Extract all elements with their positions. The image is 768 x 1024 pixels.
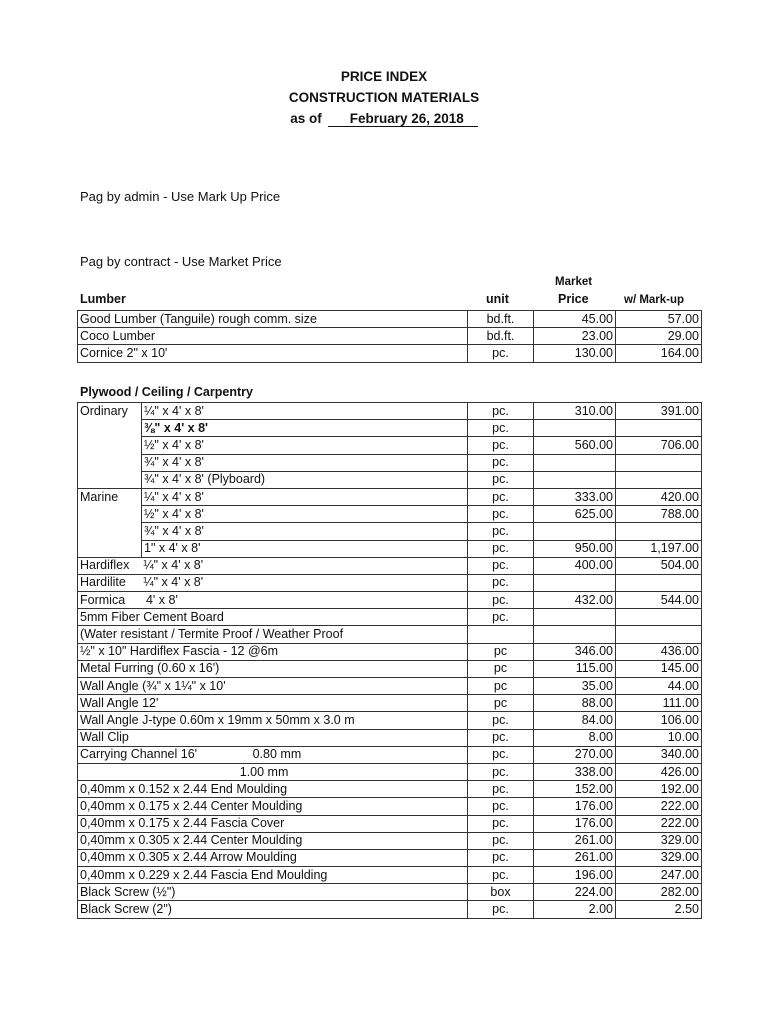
market-price-cell: 432.00 <box>534 592 616 609</box>
item-row <box>78 746 702 763</box>
lumber-heading: Lumber <box>80 292 126 306</box>
markup-price-cell: 544.00 <box>616 592 702 609</box>
item-cell: Cornice 2" x 10' <box>78 345 468 362</box>
market-price-cell: 261.00 <box>534 832 616 849</box>
markup-price-cell: 426.00 <box>616 763 702 780</box>
unit-cell: pc. <box>468 488 534 505</box>
plywood-row <box>78 488 702 505</box>
markup-price-cell <box>616 454 702 471</box>
market-price-cell: 625.00 <box>534 506 616 523</box>
plywood-row <box>78 454 702 471</box>
item-cell: Formica 4' x 8' <box>78 592 468 609</box>
item-cell: 0,40mm x 0.305 x 2.44 Center Moulding <box>78 832 468 849</box>
market-price-cell <box>534 454 616 471</box>
market-price-cell: 84.00 <box>534 712 616 729</box>
unit-cell: pc. <box>468 403 534 420</box>
markup-price-cell <box>616 626 702 643</box>
market-price-cell <box>534 574 616 591</box>
note-contract: Pag by contract - Use Market Price <box>80 254 282 269</box>
market-price-cell <box>534 609 616 626</box>
plywood-row <box>78 540 702 557</box>
size-cell: ¾" x 4' x 8' <box>142 454 468 471</box>
unit-cell: box <box>468 884 534 901</box>
unit-cell: pc. <box>468 867 534 884</box>
item-cell: Coco Lumber <box>78 328 468 345</box>
markup-price-cell: 1,197.00 <box>616 540 702 557</box>
markup-price-cell: 111.00 <box>616 695 702 712</box>
as-of-label: as of <box>290 111 322 126</box>
item-row <box>78 712 702 729</box>
unit-cell: pc. <box>468 746 534 763</box>
unit-cell: pc. <box>468 592 534 609</box>
plywood-row <box>78 437 702 454</box>
unit-cell: pc. <box>468 901 534 918</box>
market-price-cell: 115.00 <box>534 660 616 677</box>
market-price-cell: 270.00 <box>534 746 616 763</box>
unit-cell: pc. <box>468 781 534 798</box>
plywood-table <box>77 402 702 919</box>
unit-cell: pc. <box>468 729 534 746</box>
group-spacer <box>78 420 142 437</box>
unit-cell: pc <box>468 678 534 695</box>
markup-price-cell <box>616 609 702 626</box>
markup-price-cell: 192.00 <box>616 781 702 798</box>
item-cell: 0,40mm x 0.175 x 2.44 Fascia Cover <box>78 815 468 832</box>
markup-price-cell: 436.00 <box>616 643 702 660</box>
markup-price-cell: 29.00 <box>616 328 702 345</box>
size-cell: ¼" x 4' x 8' <box>142 488 468 505</box>
unit-cell: bd.ft. <box>468 328 534 345</box>
unit-cell <box>468 626 534 643</box>
unit-cell: pc. <box>468 763 534 780</box>
market-price-cell <box>534 523 616 540</box>
size-cell: ½" x 4' x 8' <box>142 506 468 523</box>
unit-cell: pc. <box>468 471 534 488</box>
group-ordinary-label: Ordinary <box>78 403 142 420</box>
market-price-cell: 2.00 <box>534 901 616 918</box>
item-row <box>78 609 702 626</box>
markup-price-cell: 106.00 <box>616 712 702 729</box>
markup-price-cell: 44.00 <box>616 678 702 695</box>
page-subtitle: CONSTRUCTION MATERIALS <box>288 90 480 105</box>
note-admin: Pag by admin - Use Mark Up Price <box>80 189 281 204</box>
item-cell: 0,40mm x 0.175 x 2.44 Center Moulding <box>78 798 468 815</box>
unit-cell: pc. <box>468 506 534 523</box>
item-row <box>78 763 702 780</box>
market-price-cell: 338.00 <box>534 763 616 780</box>
item-cell: Black Screw (2") <box>78 901 468 918</box>
markup-price-cell: 282.00 <box>616 884 702 901</box>
markup-price-cell: 222.00 <box>616 815 702 832</box>
unit-cell: pc. <box>468 454 534 471</box>
markup-price-cell: 420.00 <box>616 488 702 505</box>
market-price-cell: 176.00 <box>534 798 616 815</box>
markup-price-cell: 706.00 <box>616 437 702 454</box>
lumber-row <box>78 328 702 345</box>
markup-price-cell: 329.00 <box>616 832 702 849</box>
item-cell: ½" x 10" Hardiflex Fascia - 12 @6m <box>78 643 468 660</box>
item-row <box>78 592 702 609</box>
item-row <box>78 867 702 884</box>
plywood-row <box>78 506 702 523</box>
group-spacer <box>78 471 142 488</box>
item-row <box>78 815 702 832</box>
market-price-cell: 8.00 <box>534 729 616 746</box>
market-price-cell: 88.00 <box>534 695 616 712</box>
unit-cell: pc. <box>468 798 534 815</box>
plywood-row <box>78 403 702 420</box>
item-cell: Carrying Channel 16' 0.80 mm <box>78 746 468 763</box>
item-row <box>78 557 702 574</box>
market-price-cell: 45.00 <box>534 311 616 328</box>
size-cell: ¾" x 4' x 8' (Plyboard) <box>142 471 468 488</box>
group-spacer <box>78 540 142 557</box>
as-of-line <box>0 111 768 127</box>
item-row <box>78 643 702 660</box>
lumber-table <box>77 310 702 363</box>
item-row <box>78 678 702 695</box>
unit-cell: pc. <box>468 540 534 557</box>
group-spacer <box>78 437 142 454</box>
item-cell: Hardilite ¼" x 4' x 8' <box>78 574 468 591</box>
item-cell: Hardiflex ¼" x 4' x 8' <box>78 557 468 574</box>
market-price-cell <box>534 420 616 437</box>
group-spacer <box>78 523 142 540</box>
market-price-cell <box>534 471 616 488</box>
item-cell: 0,40mm x 0.305 x 2.44 Arrow Moulding <box>78 849 468 866</box>
unit-cell: pc <box>468 695 534 712</box>
unit-cell: pc <box>468 660 534 677</box>
item-cell: Wall Clip <box>78 729 468 746</box>
lumber-row <box>78 311 702 328</box>
section-plywood-title: Plywood / Ceiling / Carpentry <box>80 385 253 399</box>
size-cell: ¾" x 4' x 8' <box>142 523 468 540</box>
size-cell: ½" x 4' x 8' <box>142 437 468 454</box>
market-price-cell: 35.00 <box>534 678 616 695</box>
unit-cell: pc. <box>468 712 534 729</box>
market-price-cell: 950.00 <box>534 540 616 557</box>
market-price-cell: 560.00 <box>534 437 616 454</box>
plywood-row <box>78 523 702 540</box>
unit-cell: pc. <box>468 523 534 540</box>
item-cell: Wall Angle 12' <box>78 695 468 712</box>
market-heading-top: Market <box>555 276 593 288</box>
unit-cell: bd.ft. <box>468 311 534 328</box>
unit-cell: pc. <box>468 832 534 849</box>
market-price-cell: 23.00 <box>534 328 616 345</box>
size-cell: 1" x 4' x 8' <box>142 540 468 557</box>
markup-price-cell: 2.50 <box>616 901 702 918</box>
item-cell: Wall Angle (¾" x 1¼" x 10' <box>78 678 468 695</box>
item-cell: Good Lumber (Tanguile) rough comm. size <box>78 311 468 328</box>
market-price-cell: 261.00 <box>534 849 616 866</box>
market-price-cell: 196.00 <box>534 867 616 884</box>
item-cell: 5mm Fiber Cement Board <box>78 609 468 626</box>
item-cell: Black Screw (½") <box>78 884 468 901</box>
markup-price-cell: 329.00 <box>616 849 702 866</box>
item-row <box>78 574 702 591</box>
markup-price-cell: 164.00 <box>616 345 702 362</box>
unit-cell: pc. <box>468 849 534 866</box>
group-marine-label: Marine <box>78 488 142 505</box>
unit-cell: pc. <box>468 557 534 574</box>
markup-price-cell: 391.00 <box>616 403 702 420</box>
market-price-cell: 224.00 <box>534 884 616 901</box>
unit-cell: pc. <box>468 345 534 362</box>
group-spacer <box>78 506 142 523</box>
markup-price-cell <box>616 523 702 540</box>
size-cell: ¼" x 4' x 8' <box>142 403 468 420</box>
unit-cell: pc. <box>468 437 534 454</box>
item-cell: (Water resistant / Termite Proof / Weather Proof <box>78 626 468 643</box>
item-row <box>78 849 702 866</box>
markup-price-cell: 340.00 <box>616 746 702 763</box>
item-cell: 0,40mm x 0.152 x 2.44 End Moulding <box>78 781 468 798</box>
group-spacer <box>78 454 142 471</box>
markup-price-cell <box>616 420 702 437</box>
markup-price-cell: 10.00 <box>616 729 702 746</box>
plywood-row <box>78 471 702 488</box>
item-row <box>78 832 702 849</box>
markup-price-cell: 504.00 <box>616 557 702 574</box>
item-cell: 0,40mm x 0.229 x 2.44 Fascia End Moulding <box>78 867 468 884</box>
size-cell: ⅜" x 4' x 8' <box>142 420 468 437</box>
item-row <box>78 626 702 643</box>
lumber-row <box>78 345 702 362</box>
as-of-date: February 26, 2018 <box>328 111 478 127</box>
market-price-cell: 130.00 <box>534 345 616 362</box>
item-cell: Metal Furring (0.60 x 16') <box>78 660 468 677</box>
markup-price-cell: 788.00 <box>616 506 702 523</box>
item-row <box>78 660 702 677</box>
unit-cell: pc. <box>468 609 534 626</box>
unit-heading: unit <box>486 292 509 306</box>
item-row <box>78 695 702 712</box>
unit-cell: pc <box>468 643 534 660</box>
item-row <box>78 901 702 918</box>
markup-price-cell: 57.00 <box>616 311 702 328</box>
market-price-cell: 333.00 <box>534 488 616 505</box>
markup-price-cell: 222.00 <box>616 798 702 815</box>
plywood-row <box>78 420 702 437</box>
markup-price-cell <box>616 574 702 591</box>
market-price-cell: 176.00 <box>534 815 616 832</box>
market-price-cell: 152.00 <box>534 781 616 798</box>
page-title: PRICE INDEX <box>340 69 428 84</box>
item-row <box>78 884 702 901</box>
unit-cell: pc. <box>468 420 534 437</box>
market-heading-bottom: Price <box>558 292 589 306</box>
market-price-cell <box>534 626 616 643</box>
market-price-cell: 400.00 <box>534 557 616 574</box>
unit-cell: pc. <box>468 574 534 591</box>
market-price-cell: 310.00 <box>534 403 616 420</box>
item-row <box>78 781 702 798</box>
market-price-cell: 346.00 <box>534 643 616 660</box>
markup-price-cell: 145.00 <box>616 660 702 677</box>
item-row <box>78 798 702 815</box>
markup-price-cell <box>616 471 702 488</box>
item-row <box>78 729 702 746</box>
markup-heading: w/ Mark-up <box>624 294 685 306</box>
markup-price-cell: 247.00 <box>616 867 702 884</box>
item-cell: 1.00 mm <box>78 763 468 780</box>
unit-cell: pc. <box>468 815 534 832</box>
item-cell: Wall Angle J-type 0.60m x 19mm x 50mm x 3.0 m <box>78 712 468 729</box>
